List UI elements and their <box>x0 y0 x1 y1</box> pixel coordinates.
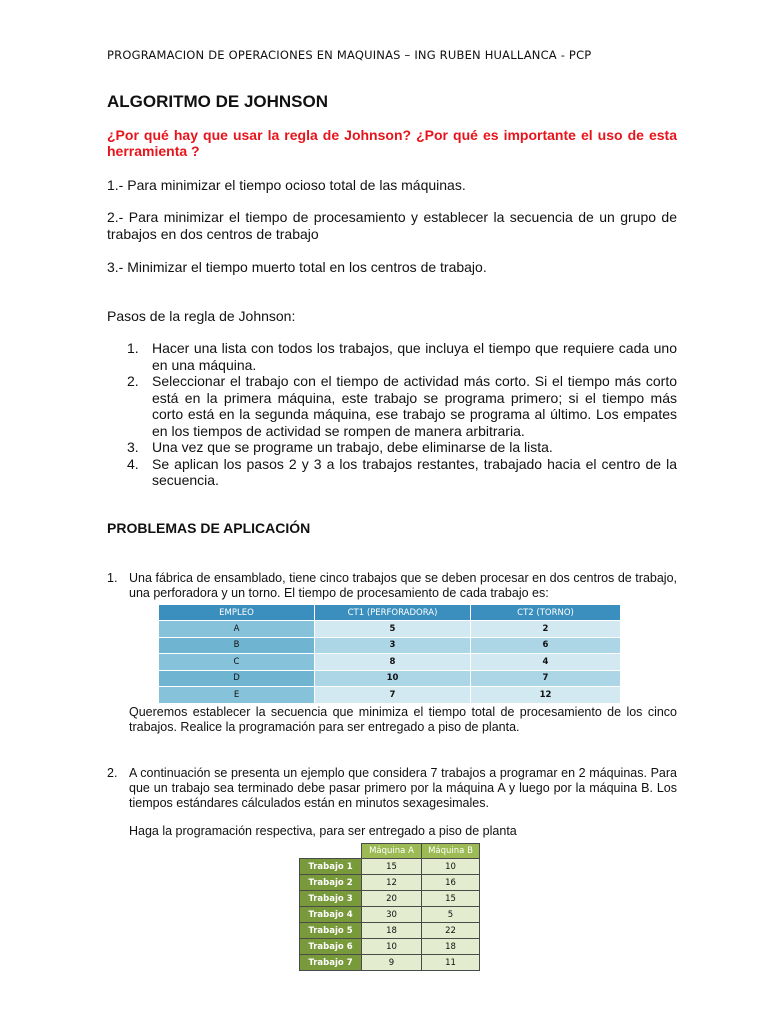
column-header <box>300 844 362 859</box>
section-title: PROBLEMAS DE APLICACIÓN <box>107 520 311 536</box>
jobs-table-2 <box>299 843 480 971</box>
list-item <box>107 439 677 456</box>
column-header: Máquina B <box>422 844 480 859</box>
list-item <box>107 340 677 373</box>
table-cell: 11 <box>422 955 480 971</box>
table-header-row <box>159 605 621 621</box>
list-item <box>107 373 677 439</box>
table-header-row <box>300 844 480 859</box>
problem-2-instruction: Haga la programación respectiva, para ser entregado a piso de planta <box>129 824 517 838</box>
point-2: 2.- Para minimizar el tiempo de procesamiento y establecer la secuencia de un grupo de trabajos en dos centros de trabajo <box>107 209 677 242</box>
document-title: ALGORITMO DE JOHNSON <box>107 92 329 111</box>
table-cell: 15 <box>422 891 480 907</box>
step-text: Una vez que se programe un trabajo, debe eliminarse de la lista. <box>152 439 553 455</box>
table-cell: 8 <box>315 654 471 671</box>
problem-number: 2. <box>107 766 118 780</box>
table-cell: 12 <box>471 687 621 704</box>
table-row <box>159 637 621 654</box>
table-cell: 22 <box>422 923 480 939</box>
table-cell: 12 <box>362 875 422 891</box>
table-cell: Trabajo 2 <box>300 875 362 891</box>
table-cell: 10 <box>422 859 480 875</box>
step-number: 2. <box>127 373 139 389</box>
problem-1 <box>107 571 677 601</box>
table-cell: 6 <box>471 637 621 654</box>
table-cell: 18 <box>422 939 480 955</box>
table-cell: Trabajo 7 <box>300 955 362 971</box>
table-cell: 30 <box>362 907 422 923</box>
column-header: EMPLEO <box>159 605 315 621</box>
table-cell: 2 <box>471 621 621 638</box>
problem-text: Una fábrica de ensamblado, tiene cinco trabajos que se deben procesar en dos centros de trabajo, una perforadora y un torno. El tiempo de procesamiento de cada trabajo es: <box>129 571 677 600</box>
table-cell: 10 <box>362 939 422 955</box>
table-row <box>300 891 480 907</box>
table-cell: 5 <box>315 621 471 638</box>
step-text: Se aplican los pasos 2 y 3 a los trabajos restantes, trabajado hacia el centro de la secuencia. <box>152 455 677 488</box>
table-cell: A <box>159 621 315 638</box>
point-3: 3.- Minimizar el tiempo muerto total en los centros de trabajo. <box>107 259 487 275</box>
table-row <box>300 859 480 875</box>
table-cell: 3 <box>315 637 471 654</box>
step-number: 1. <box>127 340 139 356</box>
table-cell: Trabajo 6 <box>300 939 362 955</box>
table-row <box>300 923 480 939</box>
problem-text: A continuación se presenta un ejemplo que considera 7 trabajos a programar en 2 máquinas. Para que un trabajo sea terminado debe pasar primero por la máquina A y luego por la máquina B. Los tiempos estándares cálculados están en minutos sexagesimales. <box>129 766 677 810</box>
step-text: Hacer una lista con todos los trabajos, que incluya el tiempo que requiere cada uno en una máquina. <box>152 340 677 373</box>
table-cell: 20 <box>362 891 422 907</box>
table-row <box>159 621 621 638</box>
table-cell: D <box>159 670 315 687</box>
table-cell: B <box>159 637 315 654</box>
column-header: CT2 (TORNO) <box>471 605 621 621</box>
table-cell: 7 <box>315 687 471 704</box>
point-1: 1.- Para minimizar el tiempo ocioso total de las máquinas. <box>107 177 466 193</box>
table-cell: Trabajo 4 <box>300 907 362 923</box>
table-cell: 5 <box>422 907 480 923</box>
table-cell: E <box>159 687 315 704</box>
step-number: 3. <box>127 439 139 455</box>
problem-1-followup: Queremos establecer la secuencia que minimiza el tiempo total de procesamiento de los cinco trabajos. Realice la programación para ser entregado a piso de planta. <box>129 705 677 734</box>
table-cell: 4 <box>471 654 621 671</box>
table-row <box>300 955 480 971</box>
problem-2 <box>107 766 677 811</box>
table-row <box>300 907 480 923</box>
table-cell: Trabajo 5 <box>300 923 362 939</box>
table-row <box>159 670 621 687</box>
step-text: Seleccionar el trabajo con el tiempo de actividad más corto. Si el tiempo más corto está en la primera máquina, este trabajo se programa primero; si el tiempo más corto está en la segunda máquina, ese trabajo se programa al último. Los empates en los tiempos de actividad se rompen de manera arbitraria. <box>152 373 677 439</box>
table-row <box>300 875 480 891</box>
steps-list <box>107 340 677 489</box>
table-cell: Trabajo 1 <box>300 859 362 875</box>
table-row <box>300 939 480 955</box>
page-header: PROGRAMACION DE OPERACIONES EN MAQUINAS – ING RUBEN HUALLANCA - PCP <box>107 48 592 62</box>
steps-intro: Pasos de la regla de Johnson: <box>107 308 296 324</box>
column-header: CT1 (PERFORADORA) <box>315 605 471 621</box>
table-cell: 9 <box>362 955 422 971</box>
list-item <box>107 456 677 489</box>
table-row <box>159 654 621 671</box>
problem-number: 1. <box>107 571 118 585</box>
table-cell: 16 <box>422 875 480 891</box>
question-text: ¿Por qué hay que usar la regla de Johnson? ¿Por qué es importante el uso de esta herramienta ? <box>107 127 677 159</box>
jobs-table-1 <box>158 604 621 704</box>
table-cell: 7 <box>471 670 621 687</box>
step-number: 4. <box>127 455 139 472</box>
table-cell: 15 <box>362 859 422 875</box>
table-cell: 18 <box>362 923 422 939</box>
table-cell: Trabajo 3 <box>300 891 362 907</box>
table-cell: C <box>159 654 315 671</box>
column-header: Máquina A <box>362 844 422 859</box>
table-cell: 10 <box>315 670 471 687</box>
table-row <box>159 687 621 704</box>
